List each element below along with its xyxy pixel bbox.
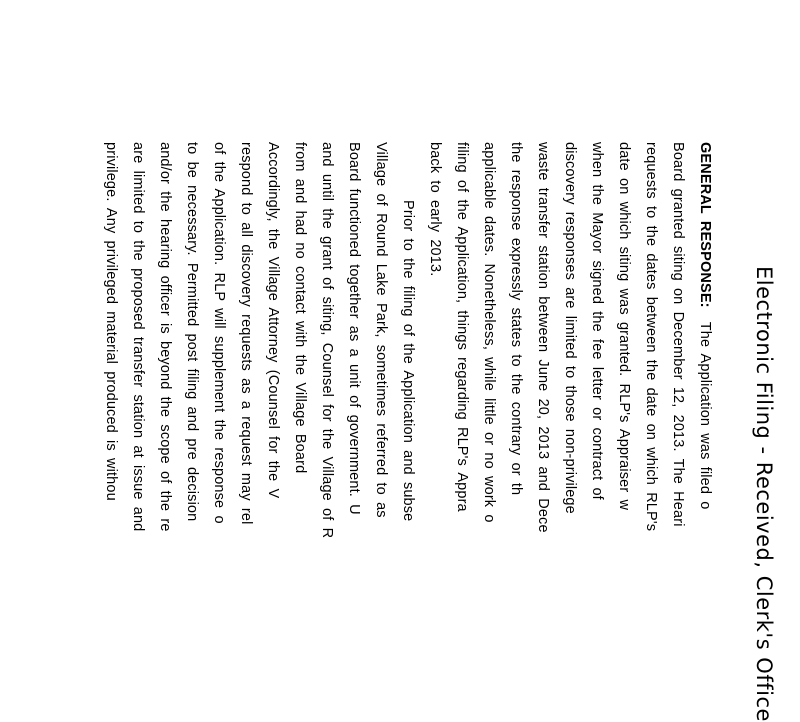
paragraph-1-line-5: when the Mayor signed the fee letter or contract of	[589, 142, 605, 500]
paragraph-2-line-7: respond to all discovery requests as a request may rel	[238, 142, 254, 525]
paragraph-2-line-5: from and had no contact with the Village Board	[292, 142, 308, 474]
paragraph-1-line-10: filing of the Application, things regarding RLP's Appra	[454, 142, 470, 512]
paragraph-1-line-9: applicable dates. Nonetheless, while little or no work o	[481, 142, 497, 523]
paragraph-2-line-2: Village of Round Lake Park, sometimes referred to as	[373, 142, 389, 518]
paragraph-2-line-10: and/or the hearing officer is beyond the scope of the re	[157, 142, 173, 532]
paragraph-2-line-12: privilege. Any privileged material produced is withou	[103, 142, 119, 501]
paragraph-2-line-6: Accordingly, the Village Attorney (Counsel for the V	[265, 142, 281, 499]
paragraph-1-line-4: date on which siting was granted. RLP's Appraiser w	[616, 142, 632, 511]
general-response-heading: GENERAL RESPONSE:	[697, 142, 713, 308]
paragraph-2-line-8: of the Application. RLP will supplement the response o	[211, 142, 227, 524]
paragraph-2-line-3: Board functioned together as a unit of government. U	[346, 142, 362, 515]
paragraph-2-line-9: to be necessary. Permitted post filing and pre decision	[184, 142, 200, 522]
paragraph-1-line-1	[697, 142, 713, 509]
electronic-filing-stamp: Electronic Filing - Received, Clerk's Office	[752, 266, 776, 722]
paragraph-1-line-11: back to early 2013.	[427, 142, 443, 277]
paragraph-2-line-4: and until the grant of siting, Counsel for the Village of R	[319, 142, 335, 539]
paragraph-1-line-3: requests to the dates between the date on which RLP's	[643, 142, 659, 532]
paragraph-1-line-2: Board granted siting on December 12, 2013. The Heari	[670, 142, 686, 527]
paragraph-1-line-7: waste transfer station between June 20, 2013 and Dece	[535, 142, 551, 533]
paragraph-2-line-1: Prior to the filing of the Application and subse	[400, 200, 416, 522]
paragraph-1-line-6: discovery responses are limited to those non-privilege	[562, 142, 578, 514]
paragraph-2-line-11: are limited to the proposed transfer station at issue and	[130, 142, 146, 532]
paragraph-1-line-1-text: The Application was filed o	[697, 307, 713, 510]
paragraph-1-line-8: the response expressly states to the contrary or th	[508, 142, 524, 496]
